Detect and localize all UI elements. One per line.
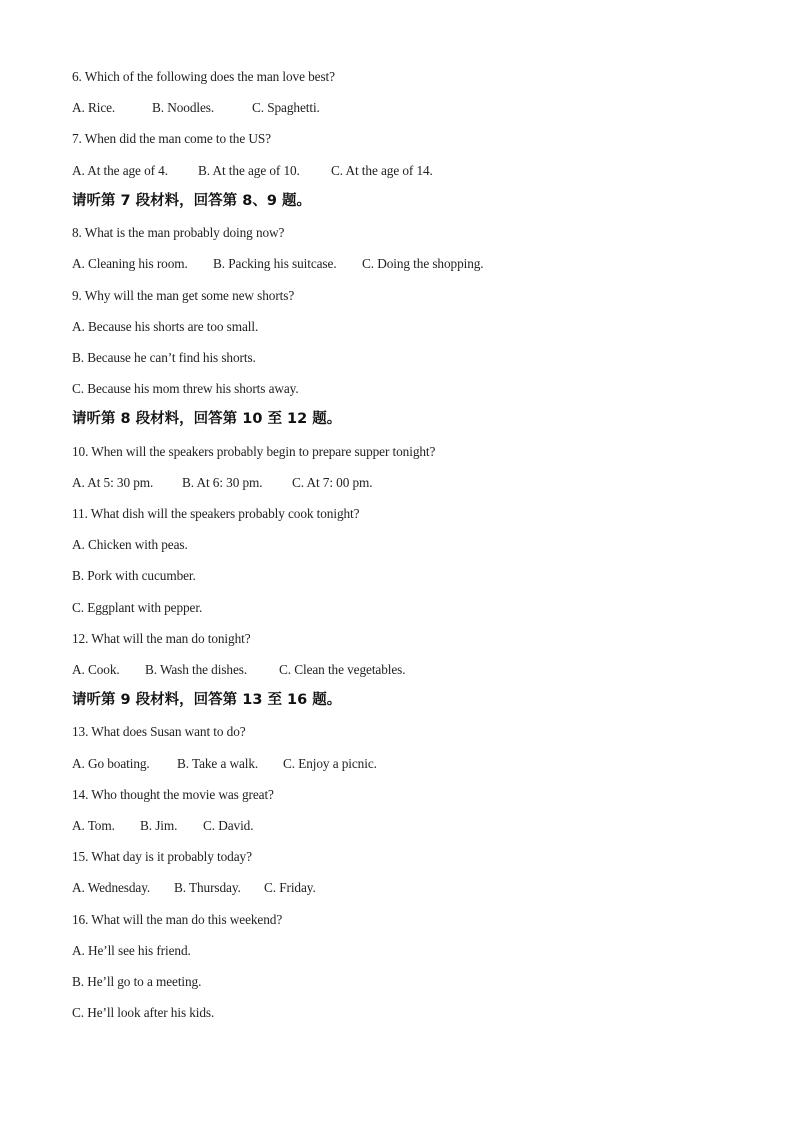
option-a: A. Cleaning his room.: [72, 256, 188, 271]
question-7: 7. When did the man come to the US?: [72, 131, 271, 146]
section-heading-8: 请听第 8 段材料，回答第 10 至 12 题。: [72, 411, 342, 427]
option-b: B. Thursday.: [174, 880, 241, 895]
option-9a: A. Because his shorts are too small.: [72, 319, 259, 334]
option-11a: A. Chicken with peas.: [72, 537, 188, 552]
option-c: C. David.: [203, 818, 254, 833]
option-b: B. Packing his suitcase.: [213, 256, 337, 271]
option-9c: C. Because his mom threw his shorts away.: [72, 381, 299, 396]
option-a: A. Rice.: [72, 100, 116, 115]
option-a: A. Go boating.: [72, 756, 150, 771]
question-10: 10. When will the speakers probably begin to prepare supper tonight?: [72, 444, 436, 459]
section-heading-9: 请听第 9 段材料，回答第 13 至 16 题。: [72, 692, 342, 708]
option-b: B. Wash the dishes.: [145, 662, 248, 677]
question-14: 14. Who thought the movie was great?: [72, 787, 274, 802]
question-12: 12. What will the man do tonight?: [72, 631, 251, 646]
option-c: C. At 7: 00 pm.: [292, 475, 373, 490]
option-16a: A. He’ll see his friend.: [72, 943, 191, 958]
option-c: C. Friday.: [264, 880, 316, 895]
question-16: 16. What will the man do this weekend?: [72, 912, 283, 927]
option-11c: C. Eggplant with pepper.: [72, 600, 203, 615]
question-6: 6. Which of the following does the man love best?: [72, 69, 335, 84]
option-c: C. Doing the shopping.: [362, 256, 484, 271]
option-16b: B. He’ll go to a meeting.: [72, 974, 202, 989]
option-b: B. Jim.: [140, 818, 178, 833]
question-9: 9. Why will the man get some new shorts?: [72, 288, 295, 303]
option-c: C. Clean the vegetables.: [279, 662, 406, 677]
option-9b: B. Because he can’t find his shorts.: [72, 350, 256, 365]
question-11: 11. What dish will the speakers probably cook tonight?: [72, 506, 360, 521]
question-15: 15. What day is it probably today?: [72, 849, 252, 864]
option-a: A. At the age of 4.: [72, 163, 168, 178]
option-c: C. Spaghetti.: [252, 100, 320, 115]
question-13: 13. What does Susan want to do?: [72, 724, 246, 739]
option-11b: B. Pork with cucumber.: [72, 568, 196, 583]
section-heading-7: 请听第 7 段材料，回答第 8、9 题。: [72, 193, 311, 209]
option-b: B. Take a walk.: [177, 756, 259, 771]
option-a: A. Cook.: [72, 662, 120, 677]
option-a: A. At 5: 30 pm.: [72, 475, 154, 490]
option-c: C. At the age of 14.: [331, 163, 433, 178]
question-8: 8. What is the man probably doing now?: [72, 225, 285, 240]
option-b: B. At 6: 30 pm.: [182, 475, 263, 490]
option-b: B. Noodles.: [152, 100, 215, 115]
option-b: B. At the age of 10.: [198, 163, 300, 178]
option-c: C. Enjoy a picnic.: [283, 756, 377, 771]
option-16c: C. He’ll look after his kids.: [72, 1005, 215, 1020]
option-a: A. Tom.: [72, 818, 115, 833]
option-a: A. Wednesday.: [72, 880, 151, 895]
